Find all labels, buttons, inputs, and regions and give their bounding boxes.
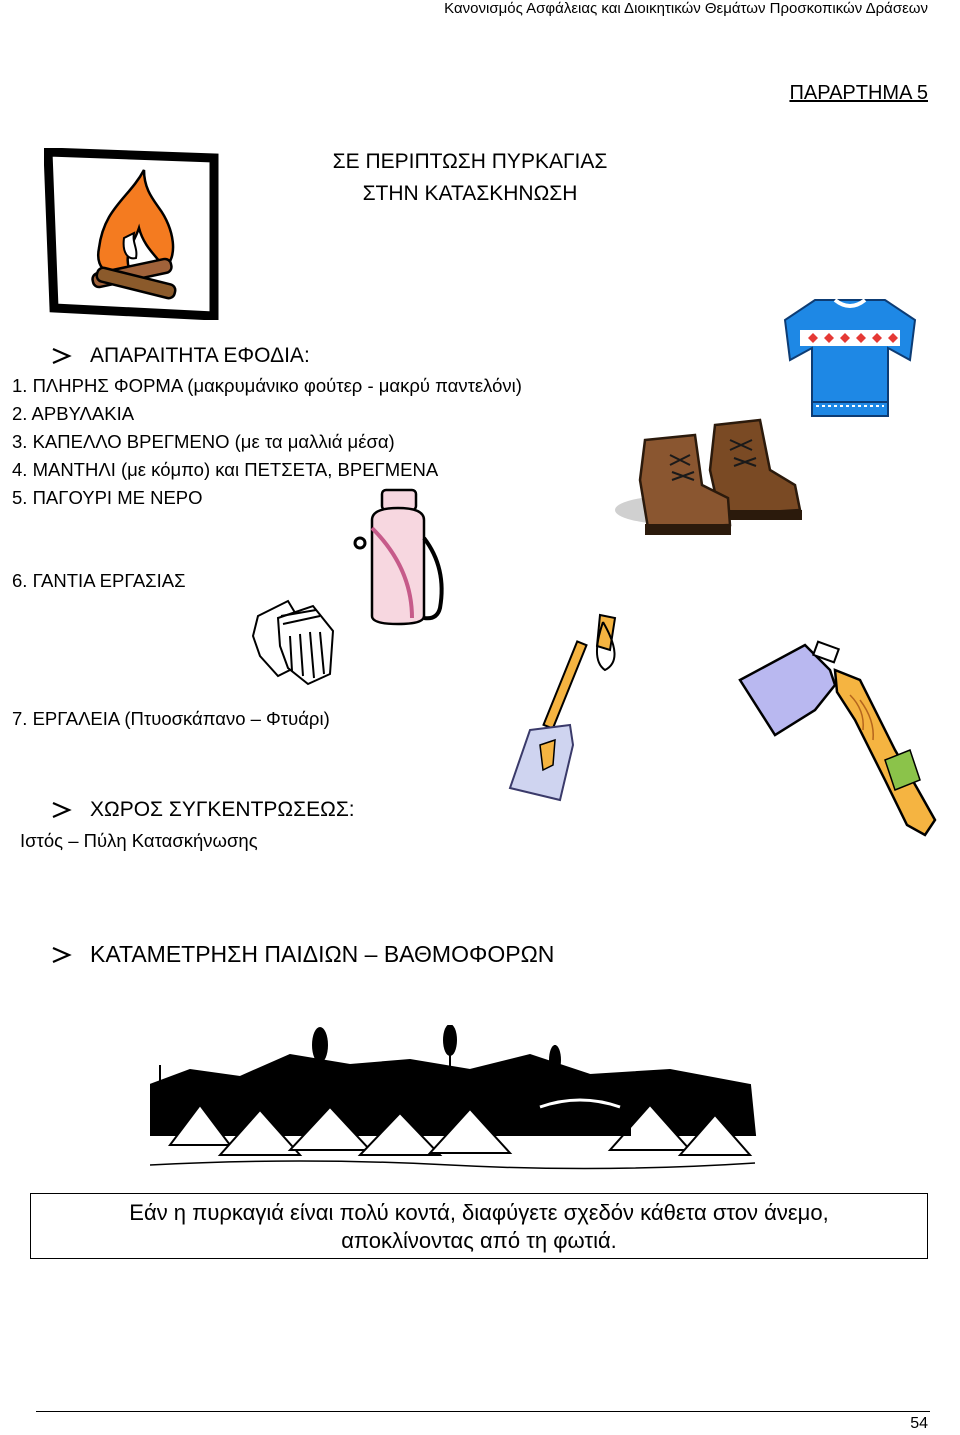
arrow-bullet-icon bbox=[50, 801, 72, 819]
page-number: 54 bbox=[910, 1415, 928, 1432]
sweater-icon bbox=[780, 290, 920, 430]
running-header: Κανονισμός Ασφάλειας και Διοικητικών Θεμάτων Προσκοπικών Δράσεων bbox=[444, 0, 928, 17]
appendix-label: ΠΑΡΑΡΤΗΜΑ 5 bbox=[789, 82, 928, 104]
list-item: 7. ΕΡΓΑΛΕΙΑ (Πτυοσκάπανο – Φτυάρι) bbox=[12, 708, 330, 729]
assembly-location: Ιστός – Πύλη Κατασκήνωσης bbox=[20, 830, 258, 851]
list-item: 1. ΠΛΗΡΗΣ ΦΟΡΜΑ (μακρυμάνικο φούτερ - μακρύ παντελόνι) bbox=[12, 375, 522, 396]
page-title bbox=[300, 146, 640, 210]
campfire-icon bbox=[44, 148, 220, 320]
axe-icon bbox=[735, 640, 945, 845]
count-heading-text: ΚΑΤΑΜΕΤΡΗΣΗ ΠΑΙΔΙΩΝ – ΒΑΘΜΟΦΟΡΩΝ bbox=[90, 941, 555, 967]
assembly-heading-text: ΧΩΡΟΣ ΣΥΓΚΕΝΤΡΩΣΕΩΣ: bbox=[90, 798, 355, 821]
canteen-icon bbox=[352, 488, 452, 628]
gloves-icon bbox=[248, 596, 343, 686]
arrow-bullet-icon bbox=[50, 347, 72, 365]
list-item: 4. ΜΑΝΤΗΛΙ (με κόμπο) και ΠΕΤΣΕΤΑ, ΒΡΕΓΜΕΝΑ bbox=[12, 459, 439, 480]
list-item: 5. ΠΑΓΟΥΡΙ ΜΕ ΝΕΡΟ bbox=[12, 487, 203, 508]
notice-line-1: Εάν η πυρκαγιά είναι πολύ κοντά, διαφύγετε σχεδόν κάθετα στον άνεμο, bbox=[129, 1200, 829, 1225]
footer-divider bbox=[36, 1411, 930, 1412]
arrow-bullet-icon bbox=[50, 946, 72, 964]
campsite-illustration bbox=[150, 1025, 760, 1185]
title-line-1: ΣΕ ΠΕΡΙΠΤΩΣΗ ΠΥΡΚΑΓΙΑΣ bbox=[332, 150, 608, 173]
list-item: 3. ΚΑΠΕΛΛΟ ΒΡΕΓΜΕΝΟ (με τα μαλλιά μέσα) bbox=[12, 431, 395, 452]
assembly-heading bbox=[50, 798, 355, 822]
boots-icon bbox=[610, 410, 810, 545]
equipment-heading-text: ΑΠΑΡΑΙΤΗΤΑ ΕΦΟΔΙΑ: bbox=[90, 344, 310, 367]
list-item: 2. ΑΡΒΥΛΑΚΙΑ bbox=[12, 403, 135, 424]
notice-line-2: αποκλίνοντας από τη φωτιά. bbox=[341, 1228, 617, 1253]
count-heading bbox=[50, 941, 554, 968]
notice-box bbox=[30, 1193, 928, 1259]
shovel-icon bbox=[505, 610, 630, 805]
equipment-heading bbox=[50, 344, 310, 368]
list-item: 6. ΓΑΝΤΙΑ ΕΡΓΑΣΙΑΣ bbox=[12, 570, 186, 591]
title-line-2: ΣΤΗΝ ΚΑΤΑΣΚΗΝΩΣΗ bbox=[362, 182, 578, 205]
